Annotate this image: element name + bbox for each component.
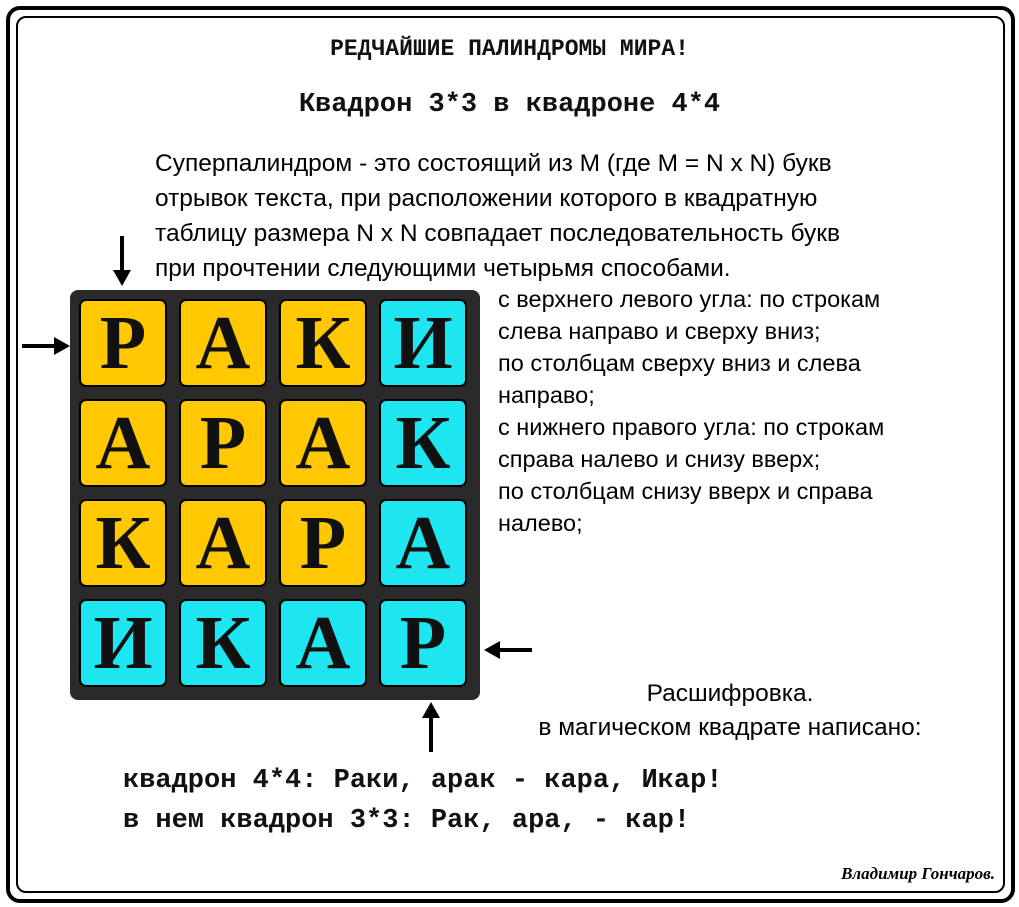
reading-way-line: направо; [498, 382, 595, 408]
grid-cell: А [279, 399, 367, 487]
arrow-up-icon [416, 702, 446, 758]
reading-way-line: налево; [498, 510, 583, 536]
grid-cell: К [279, 299, 367, 387]
grid-cell: Р [279, 499, 367, 587]
grid-cell: А [379, 499, 467, 587]
grid-cell: Р [379, 599, 467, 687]
grid-cell: А [179, 499, 267, 587]
arrow-down-icon [107, 236, 137, 292]
reading-way-line: по столбцам сверху вниз и слева [498, 350, 861, 376]
grid-cell: И [79, 599, 167, 687]
letter-grid [70, 290, 480, 700]
decoding-title: Расшифровка. [646, 680, 814, 707]
grid-cell: А [179, 299, 267, 387]
reading-ways [498, 283, 884, 539]
reading-way-line: по столбцам снизу вверх и справа [498, 478, 873, 504]
definition-line: отрывок текста, при расположении которого в квадратную [155, 185, 818, 212]
grid-cell: К [79, 499, 167, 587]
decoding-line-2: в нем квадрон 3*3: Рак, ара, - кар! [123, 806, 691, 836]
grid-cell: Р [179, 399, 267, 487]
decoding-subtitle: в магическом квадрате написано: [538, 714, 922, 741]
definition-line: таблицу размера N x N совпадает последовательность букв [155, 220, 840, 247]
grid-cell: К [179, 599, 267, 687]
definition-line: при прочтении следующими четырьмя способами. [155, 255, 731, 282]
grid-cell: И [379, 299, 467, 387]
page-subtitle: Квадрон 3*3 в квадроне 4*4 [298, 90, 721, 120]
grid-cell: А [279, 599, 367, 687]
reading-way-line: с нижнего правого угла: по строкам [498, 414, 885, 440]
decoding-line-1: квадрон 4*4: Раки, арак - кара, Икар! [123, 766, 723, 796]
reading-way-line: справа налево и снизу вверх; [498, 446, 821, 472]
definition-line: Суперпалиндром - это состоящий из М (где М = N x N) букв [155, 150, 832, 177]
reading-way-line: слева направо и сверху вниз; [498, 318, 821, 344]
arrow-right-icon [22, 333, 70, 365]
definition-text [155, 146, 840, 286]
grid-cell: А [79, 399, 167, 487]
grid-cell: К [379, 399, 467, 487]
reading-way-line: с верхнего левого угла: по строкам [498, 286, 881, 312]
grid-cell: Р [79, 299, 167, 387]
author-signature: Владимир Гончаров. [841, 864, 995, 883]
page-title: РЕДЧАЙШИЕ ПАЛИНДРОМЫ МИРА! [330, 36, 689, 62]
arrow-left-icon [484, 637, 532, 669]
